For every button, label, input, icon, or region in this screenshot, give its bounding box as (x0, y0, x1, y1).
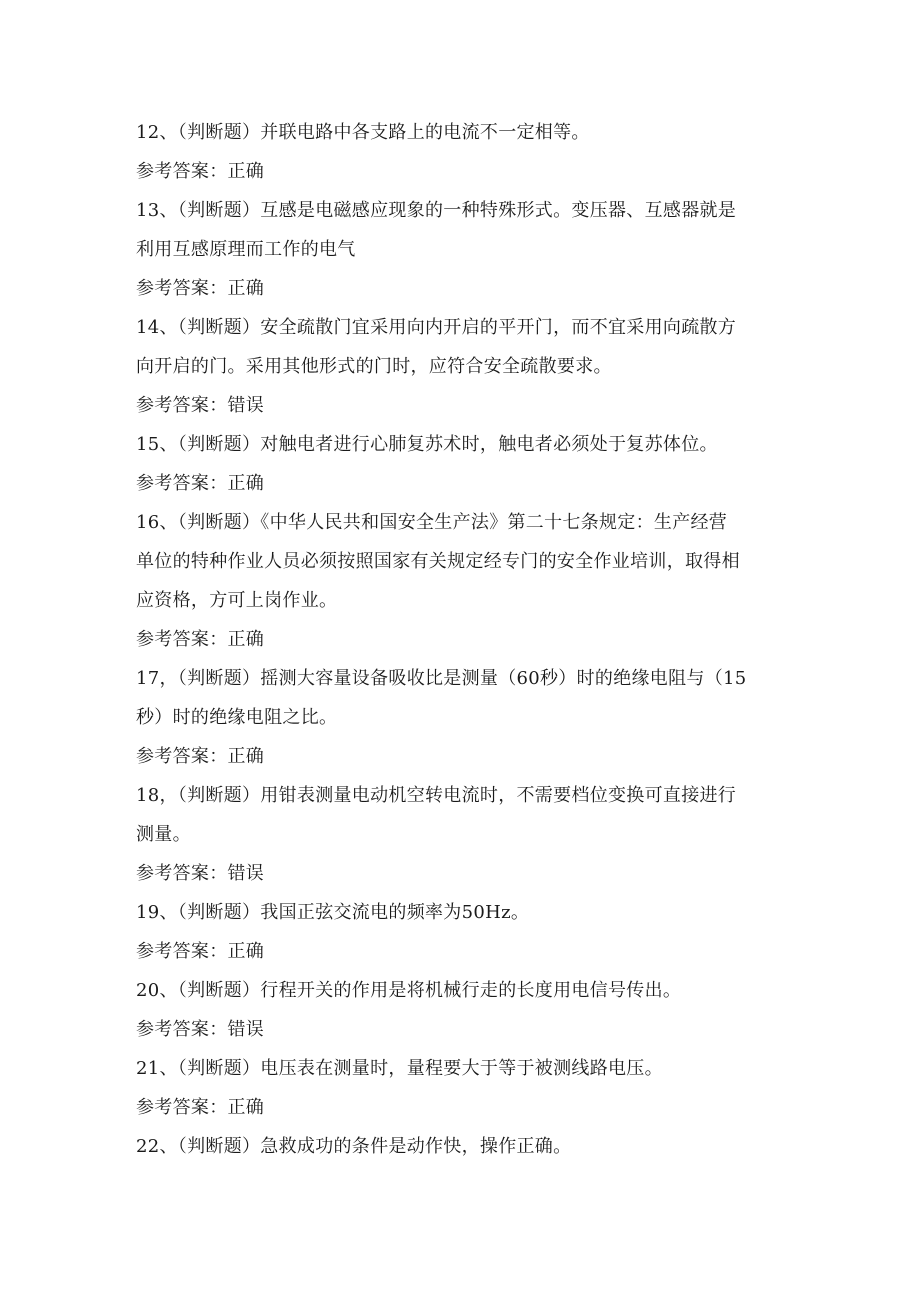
question-text-continued: 单位的特种作业人员必须按照国家有关规定经专门的安全作业培训，取得相 (136, 551, 740, 572)
answer-text: 参考答案：正确 (136, 746, 265, 767)
question-text: 17，（判断题）摇测大容量设备吸收比是测量（60秒）时的绝缘电阻与（15 (136, 668, 747, 689)
question-text-continued: 测量。 (136, 824, 191, 845)
answer-text: 参考答案：错误 (136, 1019, 265, 1040)
question-text: 16、（判断题）《中华人民共和国安全生产法》第二十七条规定：生产经营 (136, 512, 728, 533)
question-text: 21、（判断题）电压表在测量时，量程要大于等于被测线路电压。 (136, 1058, 663, 1079)
question-text: 20、（判断题）行程开关的作用是将机械行走的长度用电信号传出。 (136, 980, 682, 1001)
question-text: 12、（判断题）并联电路中各支路上的电流不一定相等。 (136, 122, 590, 143)
question-text: 18，（判断题）用钳表测量电动机空转电流时，不需要档位变换可直接进行 (136, 785, 737, 806)
question-text: 19、（判断题）我国正弦交流电的频率为50Hz。 (136, 902, 530, 923)
answer-text: 参考答案：正确 (136, 941, 265, 962)
answer-text: 参考答案：正确 (136, 473, 265, 494)
question-list (136, 113, 796, 1166)
question-text-continued: 秒）时的绝缘电阻之比。 (136, 707, 338, 728)
question-text-continued: 利用互感原理而工作的电气 (136, 239, 356, 260)
question-text: 13、（判断题）互感是电磁感应现象的一种特殊形式。变压器、互感器就是 (136, 200, 737, 221)
question-text: 14、（判断题）安全疏散门宜采用向内开启的平开门，而不宜采用向疏散方 (136, 317, 737, 338)
question-text-continued: 应资格，方可上岗作业。 (136, 590, 338, 611)
answer-text: 参考答案：正确 (136, 278, 265, 299)
question-text: 22、（判断题）急救成功的条件是动作快，操作正确。 (136, 1136, 572, 1157)
answer-text: 参考答案：错误 (136, 395, 265, 416)
answer-text: 参考答案：正确 (136, 629, 265, 650)
answer-text: 参考答案：正确 (136, 161, 265, 182)
answer-text: 参考答案：错误 (136, 863, 265, 884)
answer-text: 参考答案：正确 (136, 1097, 265, 1118)
question-text: 15、（判断题）对触电者进行心肺复苏术时，触电者必须处于复苏体位。 (136, 434, 718, 455)
question-text-continued: 向开启的门。采用其他形式的门时，应符合安全疏散要求。 (136, 356, 612, 377)
